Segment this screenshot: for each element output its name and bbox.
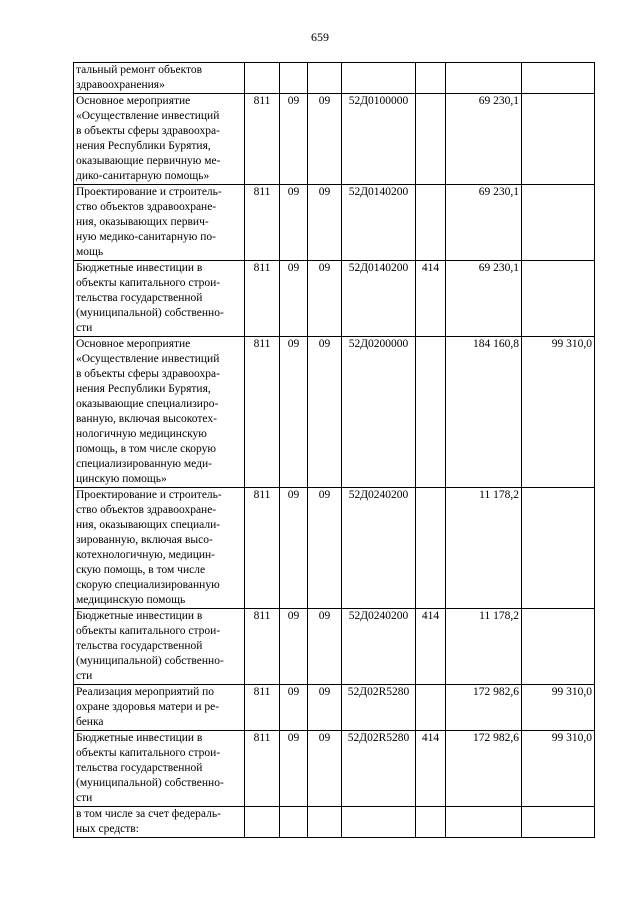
- ministry-code: 811: [245, 185, 280, 261]
- amount-federal: [522, 488, 595, 609]
- subsection-code: 09: [308, 94, 342, 185]
- table-row: [74, 337, 595, 488]
- subsection-code: 09: [308, 609, 342, 685]
- expense-type-code: [416, 685, 446, 731]
- row-description: Проектирование и строитель- ство объектов здравоохране- ния, оказывающих первич- ную медико-санитарную по- мощь: [74, 185, 245, 261]
- subsection-code: [308, 63, 342, 94]
- subsection-code: 09: [308, 731, 342, 807]
- expense-type-code: [416, 807, 446, 838]
- expense-type-code: [416, 63, 446, 94]
- section-code: 09: [280, 337, 308, 488]
- amount-federal: [522, 94, 595, 185]
- amount-total: [446, 63, 522, 94]
- target-article-code: 52Д02R5280: [342, 685, 416, 731]
- budget-table: [73, 62, 595, 838]
- amount-total: 69 230,1: [446, 94, 522, 185]
- row-description: Основное мероприятие «Осуществление инвестиций в объекты сферы здравоохра- нения Республики Бурятия, оказывающие специализиро- ванную, включая высокотех- нологичную медицинскую помощь, в том числе скорую специализированную меди- цинскую помощь»: [74, 337, 245, 488]
- subsection-code: 09: [308, 488, 342, 609]
- ministry-code: 811: [245, 731, 280, 807]
- amount-total: 184 160,8: [446, 337, 522, 488]
- expense-type-code: [416, 337, 446, 488]
- row-description: тальный ремонт объектов здравоохранения»: [74, 63, 245, 94]
- table-row: [74, 261, 595, 337]
- section-code: 09: [280, 609, 308, 685]
- table-row: [74, 63, 595, 94]
- amount-total: 11 178,2: [446, 609, 522, 685]
- expense-type-code: [416, 94, 446, 185]
- subsection-code: [308, 807, 342, 838]
- row-description: Бюджетные инвестиции в объекты капитального строи- тельства государственной (муниципальной) собственно- сти: [74, 731, 245, 807]
- amount-federal: 99 310,0: [522, 731, 595, 807]
- target-article-code: [342, 63, 416, 94]
- target-article-code: 52Д0140200: [342, 261, 416, 337]
- amount-federal: [522, 185, 595, 261]
- subsection-code: 09: [308, 261, 342, 337]
- section-code: 09: [280, 185, 308, 261]
- section-code: [280, 807, 308, 838]
- row-description: Проектирование и строитель- ство объектов здравоохране- ния, оказывающих специали- зированную, включая высо- котехнологичную, медицин- скую помощь, в том числе скорую специализированную медицинскую помощь: [74, 488, 245, 609]
- table-row: [74, 807, 595, 838]
- amount-total: 11 178,2: [446, 488, 522, 609]
- expense-type-code: 414: [416, 609, 446, 685]
- section-code: 09: [280, 488, 308, 609]
- amount-federal: 99 310,0: [522, 337, 595, 488]
- target-article-code: 52Д0200000: [342, 337, 416, 488]
- subsection-code: 09: [308, 185, 342, 261]
- ministry-code: 811: [245, 94, 280, 185]
- table-row: [74, 609, 595, 685]
- ministry-code: 811: [245, 337, 280, 488]
- amount-federal: [522, 807, 595, 838]
- ministry-code: 811: [245, 261, 280, 337]
- amount-federal: [522, 261, 595, 337]
- target-article-code: 52Д0100000: [342, 94, 416, 185]
- target-article-code: 52Д02R5280: [342, 731, 416, 807]
- amount-total: 172 982,6: [446, 685, 522, 731]
- section-code: 09: [280, 94, 308, 185]
- ministry-code: [245, 807, 280, 838]
- table-row: [74, 94, 595, 185]
- ministry-code: 811: [245, 488, 280, 609]
- subsection-code: 09: [308, 685, 342, 731]
- row-description: Основное мероприятие «Осуществление инвестиций в объекты сферы здравоохра- нения Республики Бурятия, оказывающие первичную ме- дико-санитарную помощь»: [74, 94, 245, 185]
- row-description: Реализация мероприятий по охране здоровья матери и ре- бенка: [74, 685, 245, 731]
- table-row: [74, 488, 595, 609]
- amount-total: 69 230,1: [446, 261, 522, 337]
- table-row: [74, 185, 595, 261]
- expense-type-code: 414: [416, 261, 446, 337]
- amount-federal: [522, 63, 595, 94]
- amount-total: 69 230,1: [446, 185, 522, 261]
- expense-type-code: 414: [416, 731, 446, 807]
- amount-federal: [522, 609, 595, 685]
- target-article-code: 52Д0240200: [342, 488, 416, 609]
- expense-type-code: [416, 185, 446, 261]
- target-article-code: 52Д0240200: [342, 609, 416, 685]
- section-code: 09: [280, 261, 308, 337]
- section-code: 09: [280, 685, 308, 731]
- section-code: 09: [280, 731, 308, 807]
- amount-total: 172 982,6: [446, 731, 522, 807]
- row-description: в том числе за счет федераль- ных средств:: [74, 807, 245, 838]
- table-row: [74, 731, 595, 807]
- ministry-code: 811: [245, 685, 280, 731]
- target-article-code: [342, 807, 416, 838]
- ministry-code: [245, 63, 280, 94]
- amount-federal: 99 310,0: [522, 685, 595, 731]
- amount-total: [446, 807, 522, 838]
- row-description: Бюджетные инвестиции в объекты капитального строи- тельства государственной (муниципальной) собственно- сти: [74, 609, 245, 685]
- ministry-code: 811: [245, 609, 280, 685]
- section-code: [280, 63, 308, 94]
- page-number: 659: [311, 30, 329, 44]
- target-article-code: 52Д0140200: [342, 185, 416, 261]
- expense-type-code: [416, 488, 446, 609]
- table-row: [74, 685, 595, 731]
- subsection-code: 09: [308, 337, 342, 488]
- row-description: Бюджетные инвестиции в объекты капитального строи- тельства государственной (муниципальной) собственно- сти: [74, 261, 245, 337]
